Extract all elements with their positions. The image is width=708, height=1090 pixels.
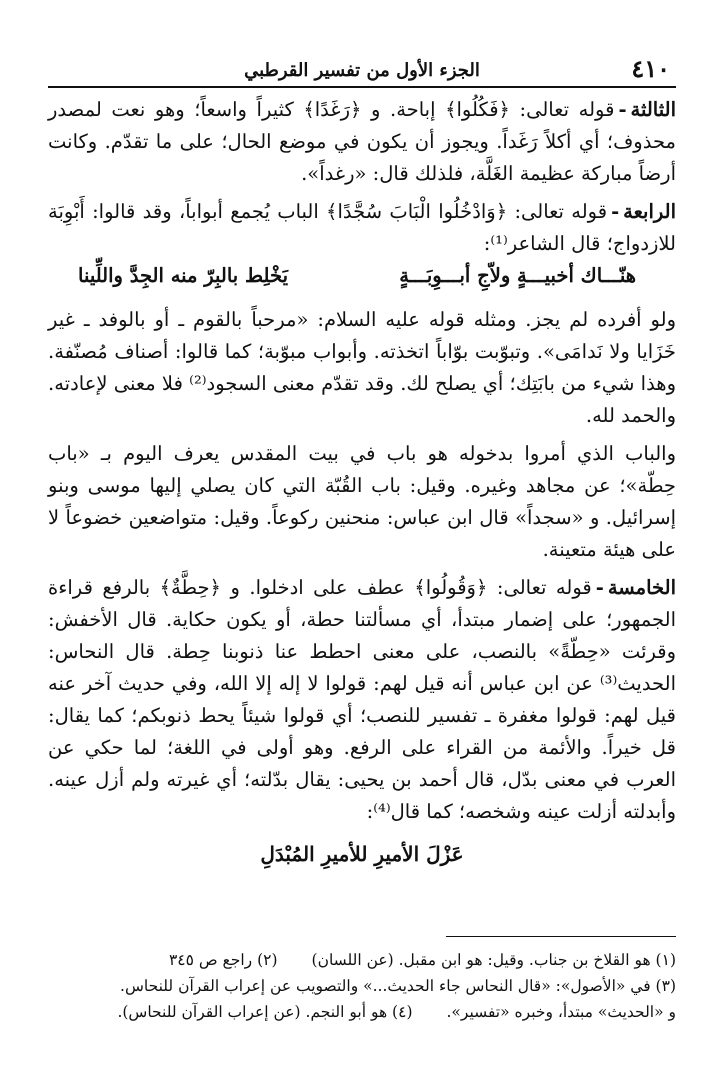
poem-verse-centered: عَزْلَ الأميرِ للأميرِ المُبْدَلِ xyxy=(260,842,464,866)
footnote-line xyxy=(48,947,676,973)
label-dash: - xyxy=(618,98,627,121)
section-paragraph: ولو أفرده لم يجز. ومثله قوله عليه السلام: «مرحباً بالقوم ـ أو بالوفد ـ غير خَزَايا ولا نَدامَى». وتبوّبت بوّاباً اتخذته. وأبواب مبوّبة؛ كما قالوا: أصناف مُصنّفة. وهذا شيء من بابَتِك؛ أي يصلح لك. وقد تقدّم معنى السجود⁽²⁾ فلا معنى لإعادته. والحمد لله. xyxy=(48,308,676,427)
section-text: قوله تعالى: ﴿فَكُلُوا﴾ إباحة. و ﴿رَغَدًا﴾ كثيراً واسعاً؛ وهو نعت لمصدر محذوف؛ أي أكلاً رَغَداً. ويجوز أن يكون في موضع الحال؛ على ما تقدّم. وكانت أرضاً مباركة عظيمة الغَلَّة، فلذلك قال: «رغداً». xyxy=(48,98,676,185)
label-dash: - xyxy=(611,200,620,223)
footnote-entry: و «الحديث» مبتدأ، وخبره «تفسير». xyxy=(446,1003,676,1021)
verse-hemistich-second: يَخْلِط بالبِرّ منه الجِدَّ واللِّينا xyxy=(78,264,288,287)
footnote-entry: (١) هو القلاخ بن جناب. وقيل: هو ابن مقبل. (عن اللسان) xyxy=(311,951,676,969)
poem-verse xyxy=(48,264,676,298)
section-text: قوله تعالى: ﴿وَقُولُوا﴾ عطف على ادخلوا. و ﴿حِطَّةٌ﴾ بالرفع قراءة الجمهور؛ على إضمار مبتدأ، أي مسألتنا حطة، أو يكون حكاية. قال الأخفش: وقرئت «حِطّةً» بالنصب، على معنى احطط عنا ذنوبنا حِطة. قال النحاس: الحديث⁽³⁾ عن ابن عباس أنه قيل لهم: قولوا لا إله إلا الله، وفي حديث آخر عنه قيل لهم: قولوا مغفرة ـ تفسير للنصب؛ أي قولوا شيئاً يحط ذنوبكم؛ كما يقال: قل خيراً. والأئمة من القراء على الرفع. وهو أولى في اللغة؛ لما حكي عن العرب في معنى بدّل، قال أحمد بن يحيى: يقال بدّلته؛ أي غيرته ولم أزل عينه. وأبدلته أزلت عينه وشخصه؛ كما قال⁽⁴⁾: xyxy=(48,576,676,823)
section-fourth xyxy=(48,196,676,260)
section-text: قوله تعالى: ﴿وَادْخُلُوا الْبَابَ سُجَّدًا﴾ الباب يُجمع أبواباً، وقد قالوا: أَبْوِبَة للازدواج؛ قال الشاعر⁽¹⁾: xyxy=(48,200,676,255)
footnotes xyxy=(48,936,676,1025)
page-number: ٤١٠ xyxy=(631,54,670,83)
page-body xyxy=(48,52,676,870)
section-paragraph: والباب الذي أمروا بدخوله هو باب في بيت المقدس يعرف اليوم بـ «باب حِطّة»؛ عن مجاهد وغيره. وقيل: باب القُبّة التي كان يصلي إليها موسى وبنو إسرائيل. و «سجداً» قال ابن عباس: منحنين ركوعاً. وقيل: متواضعين خضوعاً لا على هيئة متعينة. xyxy=(48,442,676,561)
page-header xyxy=(48,52,676,88)
verse-hemistich-first: هنّـــاك أخبيـــةٍ ولاّجِ أبـــوِبَـــةٍ xyxy=(399,264,636,287)
footnote-entry: (٣) في «الأصول»: «قال النحاس جاء الحديث...» والتصويب عن إعراب القرآن للنحاس. xyxy=(120,977,676,995)
section-label: الخامسة xyxy=(607,576,676,599)
footnote-entry: (٢) راجع ص ٣٤٥ xyxy=(168,951,278,969)
section-label: الرابعة xyxy=(623,200,676,223)
running-title: الجزء الأول من تفسير القرطبي xyxy=(244,60,480,81)
footnote-line xyxy=(48,973,676,999)
section-fifth xyxy=(48,572,676,828)
section-label: الثالثة xyxy=(630,98,676,121)
footnote-entry: (٤) هو أبو النجم. (عن إعراب القرآن للنحاس). xyxy=(117,1003,413,1021)
section-third xyxy=(48,94,676,190)
label-dash: - xyxy=(595,576,604,599)
footnote-divider xyxy=(446,936,676,937)
footnote-line xyxy=(48,999,676,1025)
